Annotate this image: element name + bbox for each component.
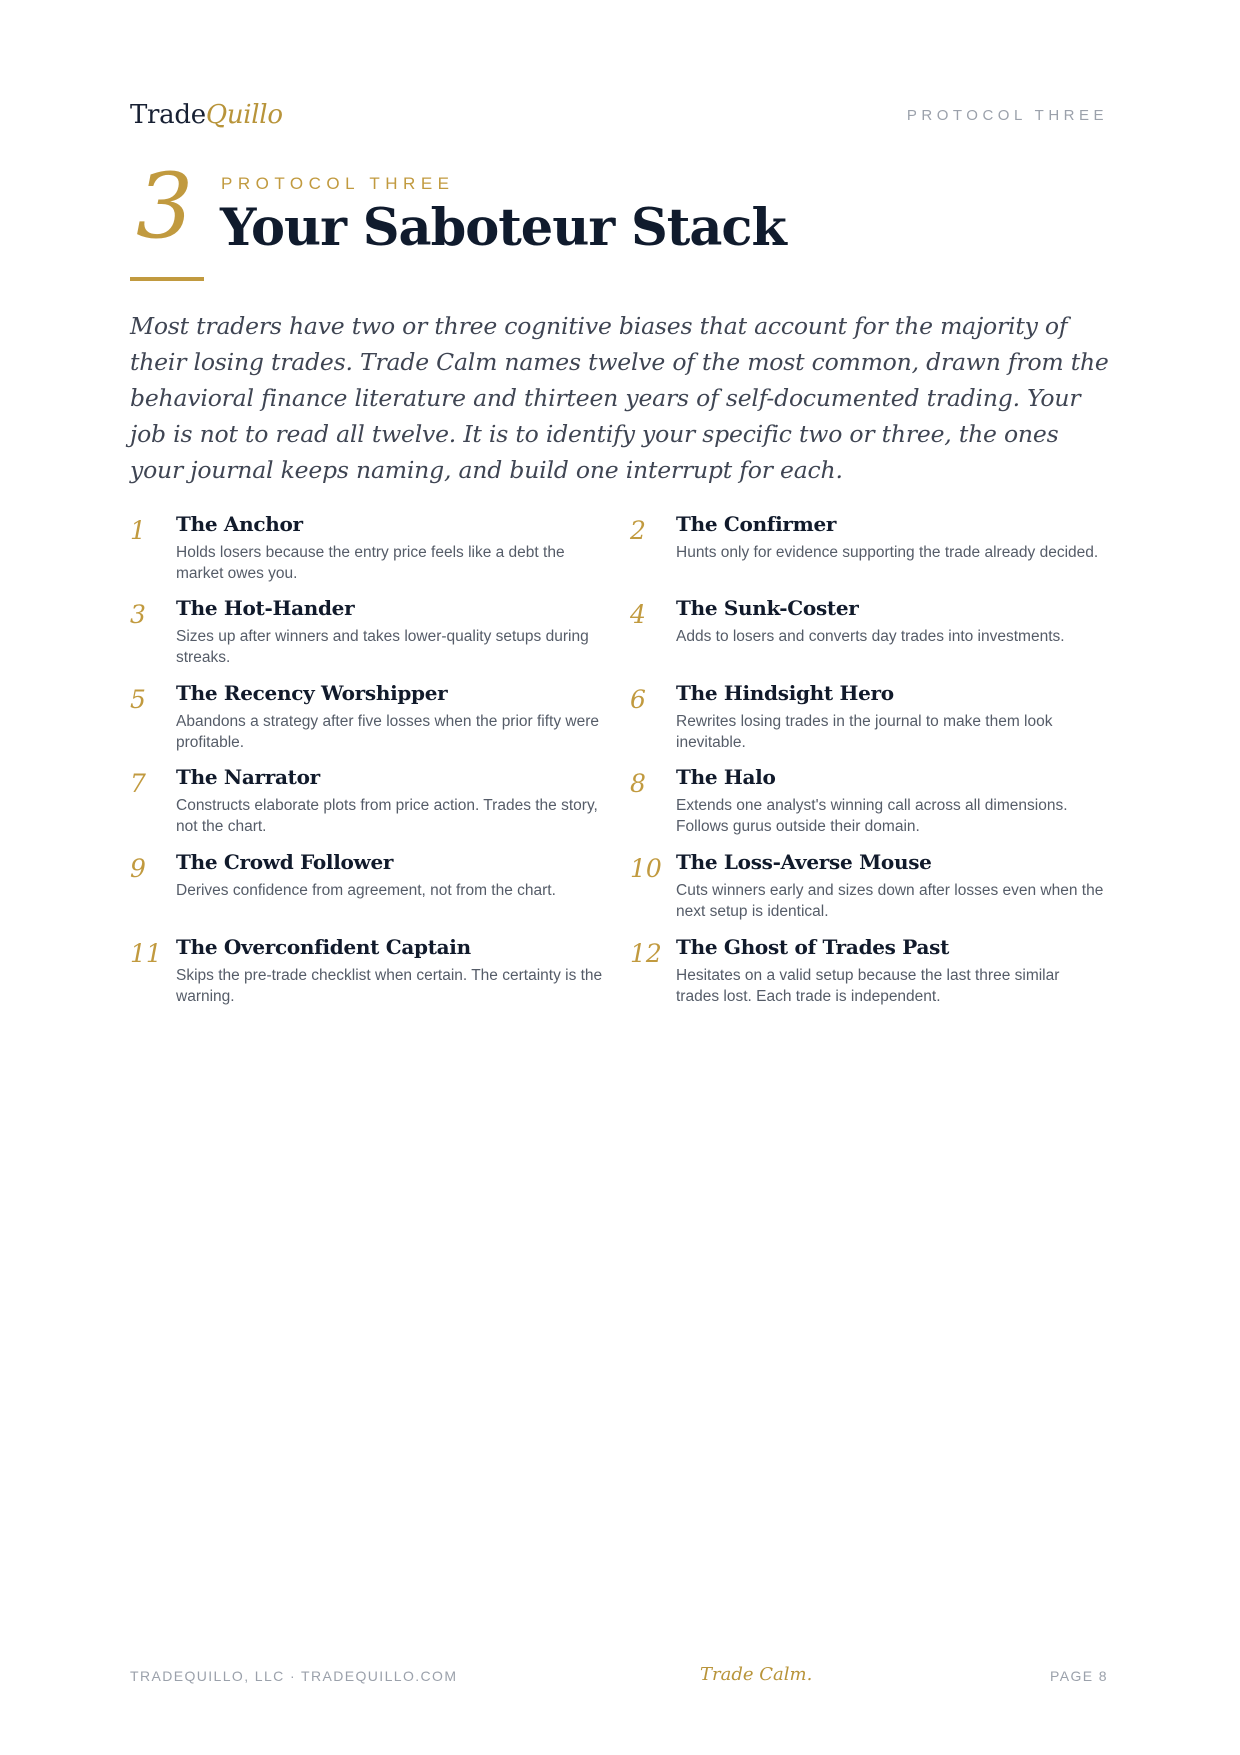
saboteur-name: The Halo [676,765,776,789]
saboteur-number: 1 [130,516,146,545]
saboteur-name: The Recency Worshipper [176,681,448,705]
saboteur-description: Sizes up after winners and takes lower-quality setups during streaks. [176,628,589,666]
saboteur-description: Skips the pre-trade checklist when certain. The certainty is the warning. [176,967,603,1005]
saboteur-number: 6 [630,685,646,714]
saboteur-description: Hunts only for evidence supporting the trade already decided. [676,544,1099,561]
saboteur-number: 8 [630,769,646,798]
title-underline [130,277,204,281]
saboteur-description: Cuts winners early and sizes down after losses even when the next setup is identical. [676,882,1104,920]
saboteur-number: 4 [630,600,646,629]
page-title: Your Saboteur Stack [220,198,786,258]
saboteur-name: The Crowd Follower [176,850,394,874]
saboteur-name: The Ghost of Trades Past [676,935,950,959]
saboteur-description: Holds losers because the entry price feels like a debt the market owes you. [176,544,565,582]
brand-accent: Quillo [205,100,283,130]
saboteur-description: Derives confidence from agreement, not from the chart. [176,882,556,899]
saboteur-description: Extends one analyst's winning call across all dimensions. Follows gurus outside their domain. [676,797,1068,835]
saboteur-description: Abandons a strategy after five losses when the prior fifty were profitable. [176,713,600,751]
saboteur-description: Hesitates on a valid setup because the last three similar trades lost. Each trade is independent. [676,967,1060,1005]
brand-primary: Trade [130,100,206,130]
saboteur-description: Constructs elaborate plots from price action. Trades the story, not the chart. [176,797,598,835]
saboteur-number: 10 [630,854,662,883]
saboteur-name: The Overconfident Captain [176,935,471,959]
saboteur-number: 9 [130,854,146,883]
saboteur-description: Adds to losers and converts day trades into investments. [676,628,1065,645]
saboteur-name: The Narrator [176,765,320,789]
protocol-kicker: PROTOCOL THREE [221,174,455,193]
saboteur-number: 12 [630,939,662,968]
saboteur-description: Rewrites losing trades in the journal to make them look inevitable. [676,713,1053,751]
saboteur-name: The Hindsight Hero [676,681,894,705]
saboteur-number: 7 [130,769,146,798]
saboteur-name: The Confirmer [676,512,837,536]
page-number: PAGE 8 [1050,1668,1108,1684]
footer-tagline: Trade Calm. [700,1664,813,1685]
intro-paragraph: Most traders have two or three cognitive biases that account for the majority of their losing trades. Trade Calm names twelve of the most common, drawn from the behavioral finance literature and thirteen years of self-documented trading. Your job is not to read all twelve. It is to identify your specific two or three, the ones your journal keeps naming, and build one interrupt for each. [130,312,1109,484]
saboteur-number: 3 [130,600,146,629]
saboteur-number: 5 [130,685,146,714]
saboteur-name: The Sunk-Coster [676,596,859,620]
brand-logo [130,100,283,130]
saboteur-name: The Hot-Hander [176,596,355,620]
saboteur-number: 11 [130,939,162,968]
footer-company: TRADEQUILLO, LLC · TRADEQUILLO.COM [130,1668,458,1684]
protocol-number: 3 [136,154,194,259]
header-section-tag: PROTOCOL THREE [906,107,1108,124]
saboteur-number: 2 [630,516,646,545]
saboteur-name: The Loss-Averse Mouse [676,850,932,874]
saboteur-name: The Anchor [176,512,303,536]
